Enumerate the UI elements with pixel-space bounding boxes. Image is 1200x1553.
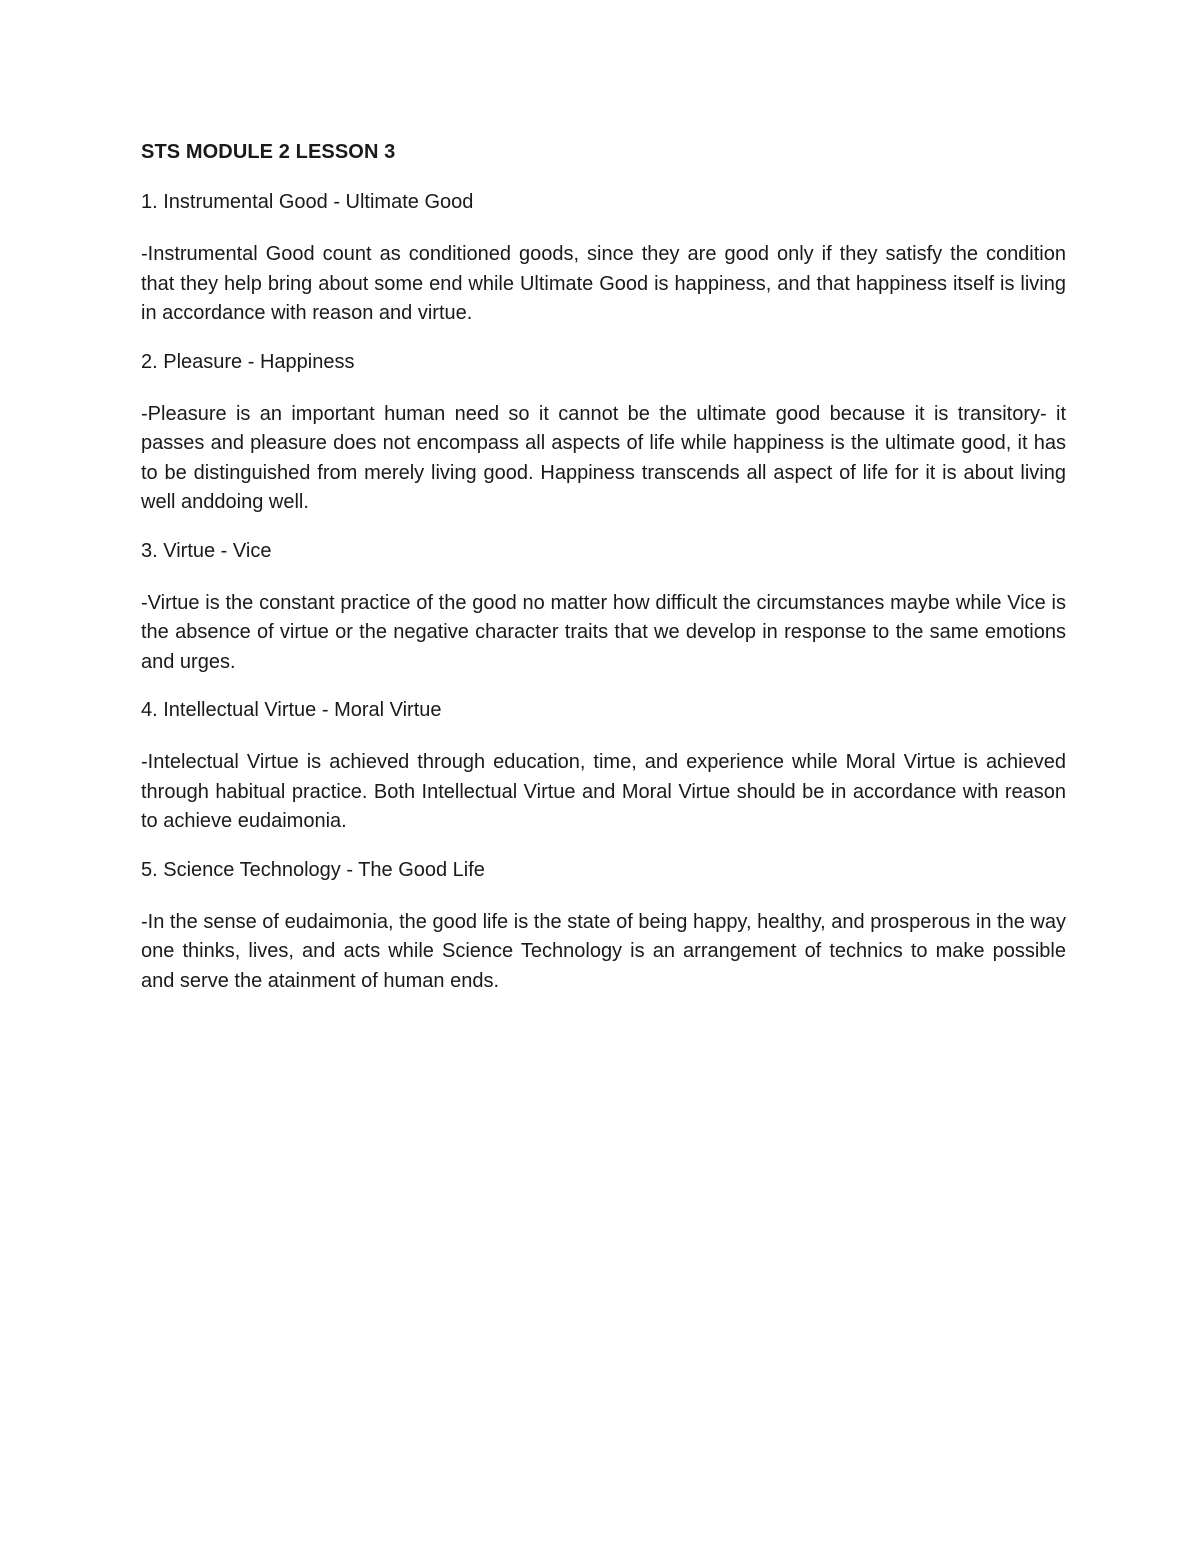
section-body: -In the sense of eudaimonia, the good life is the state of being happy, healthy, and prosperous in the way one thinks, lives, and acts while Science Technology is an arrangement of technics to make possible and serve the atainment of human ends.	[141, 910, 1066, 992]
section-heading: 1. Instrumental Good - Ultimate Good	[141, 191, 474, 213]
section-body: -Pleasure is an important human need so it cannot be the ultimate good because it is transitory- it passes and pleasure does not encompass all aspects of life while happiness is the ultimate good, it has to be distinguished from merely living good. Happiness transcends all aspect of life for it is about living well anddoing well.	[141, 402, 1066, 513]
section-4	[141, 696, 1066, 837]
section-2	[141, 348, 1066, 518]
section-body: -Instrumental Good count as conditioned goods, since they are good only if they satisfy the condition that they help bring about some end while Ultimate Good is happiness, and that happiness itself is living in accordance with reason and virtue.	[141, 243, 1066, 324]
section-1	[141, 188, 1066, 329]
section-heading: 5. Science Technology - The Good Life	[141, 858, 485, 881]
document-content	[141, 138, 1066, 1015]
section-3	[141, 537, 1066, 678]
section-heading: 4. Intellectual Virtue - Moral Virtue	[141, 699, 442, 721]
section-heading: 3. Virtue - Vice	[141, 539, 272, 562]
section-5	[141, 856, 1066, 997]
section-body: -Intelectual Virtue is achieved through education, time, and experience while Moral Virtue is achieved through habitual practice. Both Intellectual Virtue and Moral Virtue should be in accordance with reason to achieve eudaimonia.	[141, 751, 1066, 832]
section-heading: 2. Pleasure - Happiness	[141, 350, 355, 373]
section-body: -Virtue is the constant practice of the good no matter how difficult the circumstances maybe while Vice is the absence of virtue or the negative character traits that we develop in response to the same emotions and urges.	[141, 591, 1066, 673]
document-title: STS MODULE 2 LESSON 3	[141, 141, 396, 163]
